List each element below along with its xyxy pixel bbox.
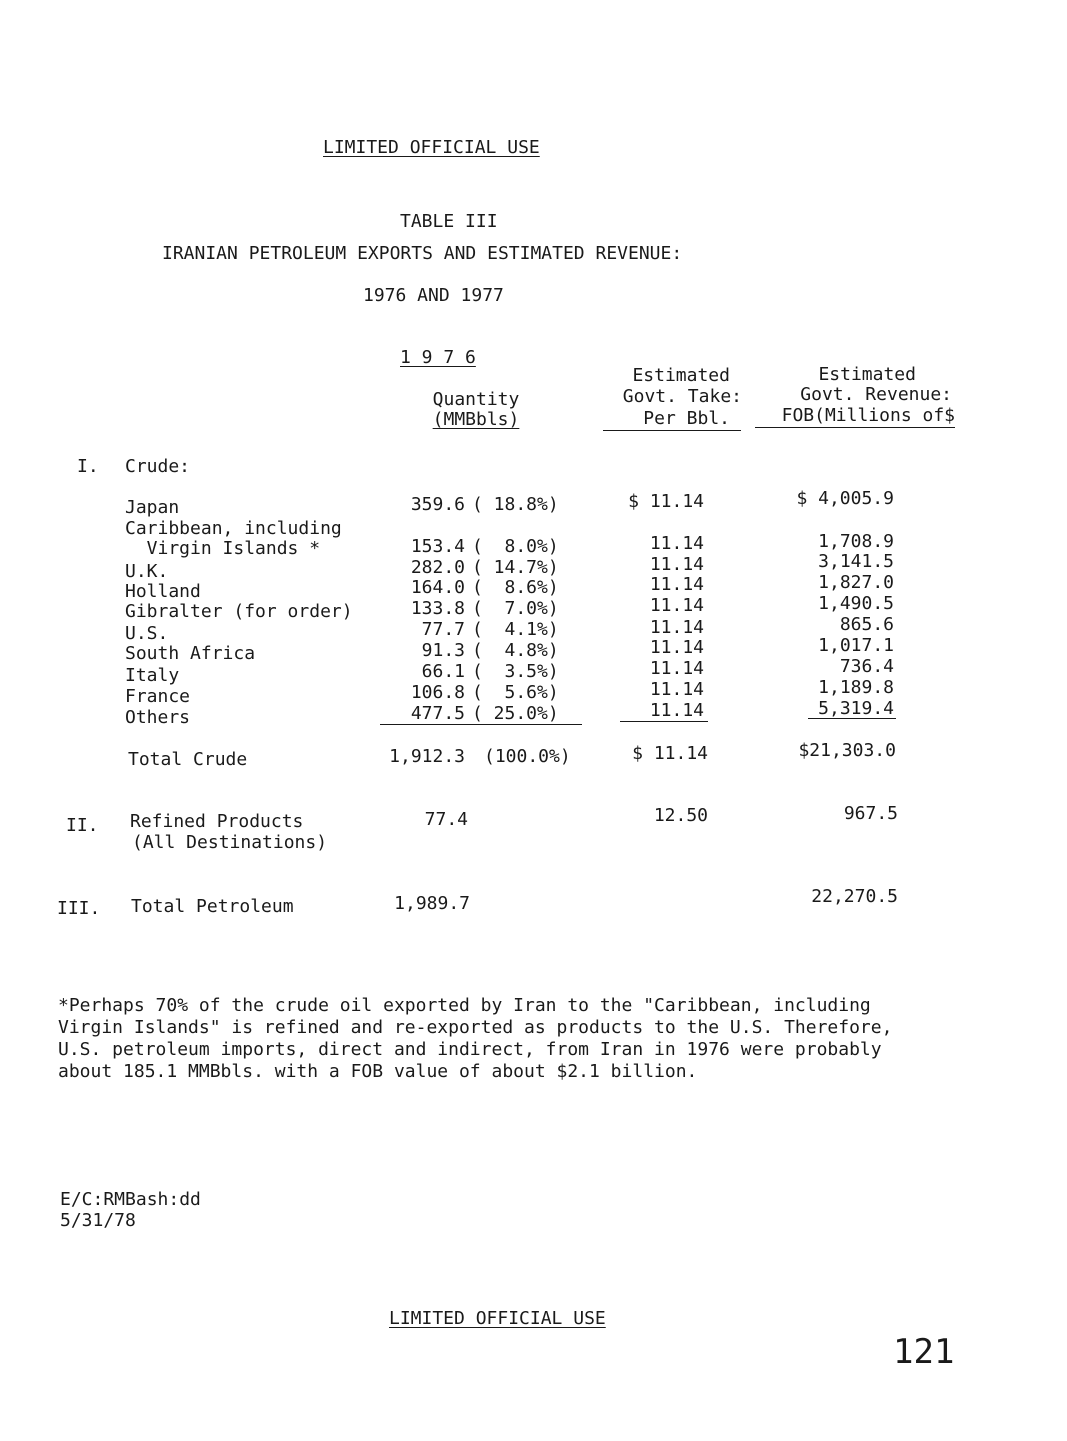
quantity-value: 66.1 bbox=[421, 661, 465, 682]
quantity-value: 133.8 bbox=[410, 598, 465, 619]
country-label: U.K. bbox=[125, 561, 169, 582]
quantity-value: 282.0 bbox=[410, 557, 465, 578]
share-percent: ( 4.8%) bbox=[472, 640, 559, 661]
table-years: 1976 AND 1977 bbox=[363, 285, 504, 306]
revenue-value: 3,141.5 bbox=[818, 551, 894, 572]
total-crude-take: $ 11.14 bbox=[632, 743, 708, 764]
page-number: 121 bbox=[893, 1332, 955, 1372]
revenue-value: 865.6 bbox=[839, 614, 894, 635]
year-heading: 1 9 7 6 bbox=[400, 347, 476, 368]
quantity-subtotal-rule bbox=[380, 724, 582, 725]
govt-take-value: 11.14 bbox=[649, 637, 704, 658]
total-crude-quantity: 1,912.3 bbox=[389, 746, 465, 767]
govt-take-value: 11.14 bbox=[649, 533, 704, 554]
share-percent: ( 25.0%) bbox=[472, 703, 559, 724]
table-title: IRANIAN PETROLEUM EXPORTS AND ESTIMATED REVENUE: bbox=[162, 243, 683, 264]
country-label: Others bbox=[125, 707, 191, 728]
quantity-heading-1: Quantity bbox=[432, 389, 520, 410]
quantity-value: 153.4 bbox=[410, 536, 465, 557]
country-label: Italy bbox=[125, 665, 180, 686]
govt-take-value: $ 11.14 bbox=[628, 491, 704, 512]
share-percent: ( 3.5%) bbox=[472, 661, 559, 682]
revenue-value: 5,319.4 bbox=[818, 698, 894, 719]
classification-footer: LIMITED OFFICIAL USE bbox=[389, 1308, 606, 1329]
refined-quantity: 77.4 bbox=[424, 809, 468, 830]
quantity-value: 77.7 bbox=[421, 619, 465, 640]
govt-take-value: 11.14 bbox=[649, 574, 704, 595]
country-label: South Africa bbox=[125, 643, 256, 664]
country-label: Caribbean, including bbox=[125, 518, 342, 539]
draft-date: 5/31/78 bbox=[60, 1210, 136, 1231]
take-heading-3: Per Bbl. bbox=[643, 408, 730, 429]
section-total-number: III. bbox=[57, 898, 101, 919]
revenue-value: 1,017.1 bbox=[818, 635, 894, 656]
share-percent: ( 7.0%) bbox=[472, 598, 559, 619]
revenue-value: 1,189.8 bbox=[818, 677, 894, 698]
revenue-value: 1,708.9 bbox=[818, 531, 894, 552]
country-label: Japan bbox=[125, 497, 180, 518]
drafter-initials: E/C:RMBash:dd bbox=[60, 1189, 201, 1210]
revenue-heading-3: FOB(Millions of$ bbox=[781, 405, 955, 426]
classification-header: LIMITED OFFICIAL USE bbox=[323, 137, 540, 158]
total-petroleum-label: Total Petroleum bbox=[131, 896, 294, 917]
section-refined-number: II. bbox=[66, 815, 99, 836]
share-percent: ( 14.7%) bbox=[472, 557, 559, 578]
section-crude-number: I. bbox=[77, 456, 99, 477]
take-subtotal-rule bbox=[620, 721, 708, 722]
quantity-value: 91.3 bbox=[421, 640, 465, 661]
country-label: France bbox=[125, 686, 191, 707]
refined-revenue: 967.5 bbox=[843, 803, 898, 824]
revenue-value: 1,490.5 bbox=[818, 593, 894, 614]
total-crude-revenue: $21,303.0 bbox=[798, 740, 896, 761]
take-heading-rule bbox=[603, 430, 741, 431]
quantity-value: 359.6 bbox=[410, 494, 465, 515]
total-petroleum-quantity: 1,989.7 bbox=[394, 893, 470, 914]
revenue-subtotal-rule bbox=[808, 718, 896, 719]
revenue-heading-1: Estimated bbox=[818, 364, 916, 385]
total-petroleum-revenue: 22,270.5 bbox=[811, 886, 898, 907]
take-heading-1: Estimated bbox=[632, 365, 730, 386]
share-percent: ( 4.1%) bbox=[472, 619, 559, 640]
govt-take-value: 11.14 bbox=[649, 679, 704, 700]
quantity-value: 164.0 bbox=[410, 577, 465, 598]
revenue-heading-2: Govt. Revenue: bbox=[800, 384, 952, 405]
quantity-heading-2: (MMBbls) bbox=[432, 409, 520, 430]
country-label: U.S. bbox=[125, 623, 169, 644]
revenue-value: 736.4 bbox=[839, 656, 894, 677]
total-crude-label: Total Crude bbox=[128, 749, 248, 770]
country-label: Virgin Islands * bbox=[125, 538, 321, 559]
section-crude-label: Crude: bbox=[125, 456, 191, 477]
quantity-value: 106.8 bbox=[410, 682, 465, 703]
total-crude-percent: (100.0%) bbox=[484, 746, 571, 767]
refined-label-destinations: (All Destinations) bbox=[132, 832, 328, 853]
share-percent: ( 8.0%) bbox=[472, 536, 559, 557]
share-percent: ( 18.8%) bbox=[472, 494, 559, 515]
country-label: Holland bbox=[125, 581, 201, 602]
govt-take-value: 11.14 bbox=[649, 617, 704, 638]
footnote: *Perhaps 70% of the crude oil exported by Iran to the "Caribbean, including Virgin Islands" is refined and re-exported as products to the U.S. Therefore, U.S. petroleum imports, direct and indirect, from Iran in 1976 were probably about 185.1 MMBbls. with a FOB value of about $2.1 billion. bbox=[58, 995, 893, 1082]
share-percent: ( 8.6%) bbox=[472, 577, 559, 598]
revenue-heading-rule bbox=[755, 427, 955, 428]
refined-take: 12.50 bbox=[653, 805, 708, 826]
revenue-value: 1,827.0 bbox=[818, 572, 894, 593]
share-percent: ( 5.6%) bbox=[472, 682, 559, 703]
take-heading-2: Govt. Take: bbox=[622, 386, 742, 407]
refined-label: Refined Products bbox=[130, 811, 304, 832]
govt-take-value: 11.14 bbox=[649, 700, 704, 721]
revenue-value: $ 4,005.9 bbox=[796, 488, 894, 509]
country-label: Gibralter (for order) bbox=[125, 601, 353, 622]
govt-take-value: 11.14 bbox=[649, 658, 704, 679]
table-label: TABLE III bbox=[400, 211, 498, 232]
govt-take-value: 11.14 bbox=[649, 595, 704, 616]
govt-take-value: 11.14 bbox=[649, 554, 704, 575]
quantity-value: 477.5 bbox=[410, 703, 465, 724]
